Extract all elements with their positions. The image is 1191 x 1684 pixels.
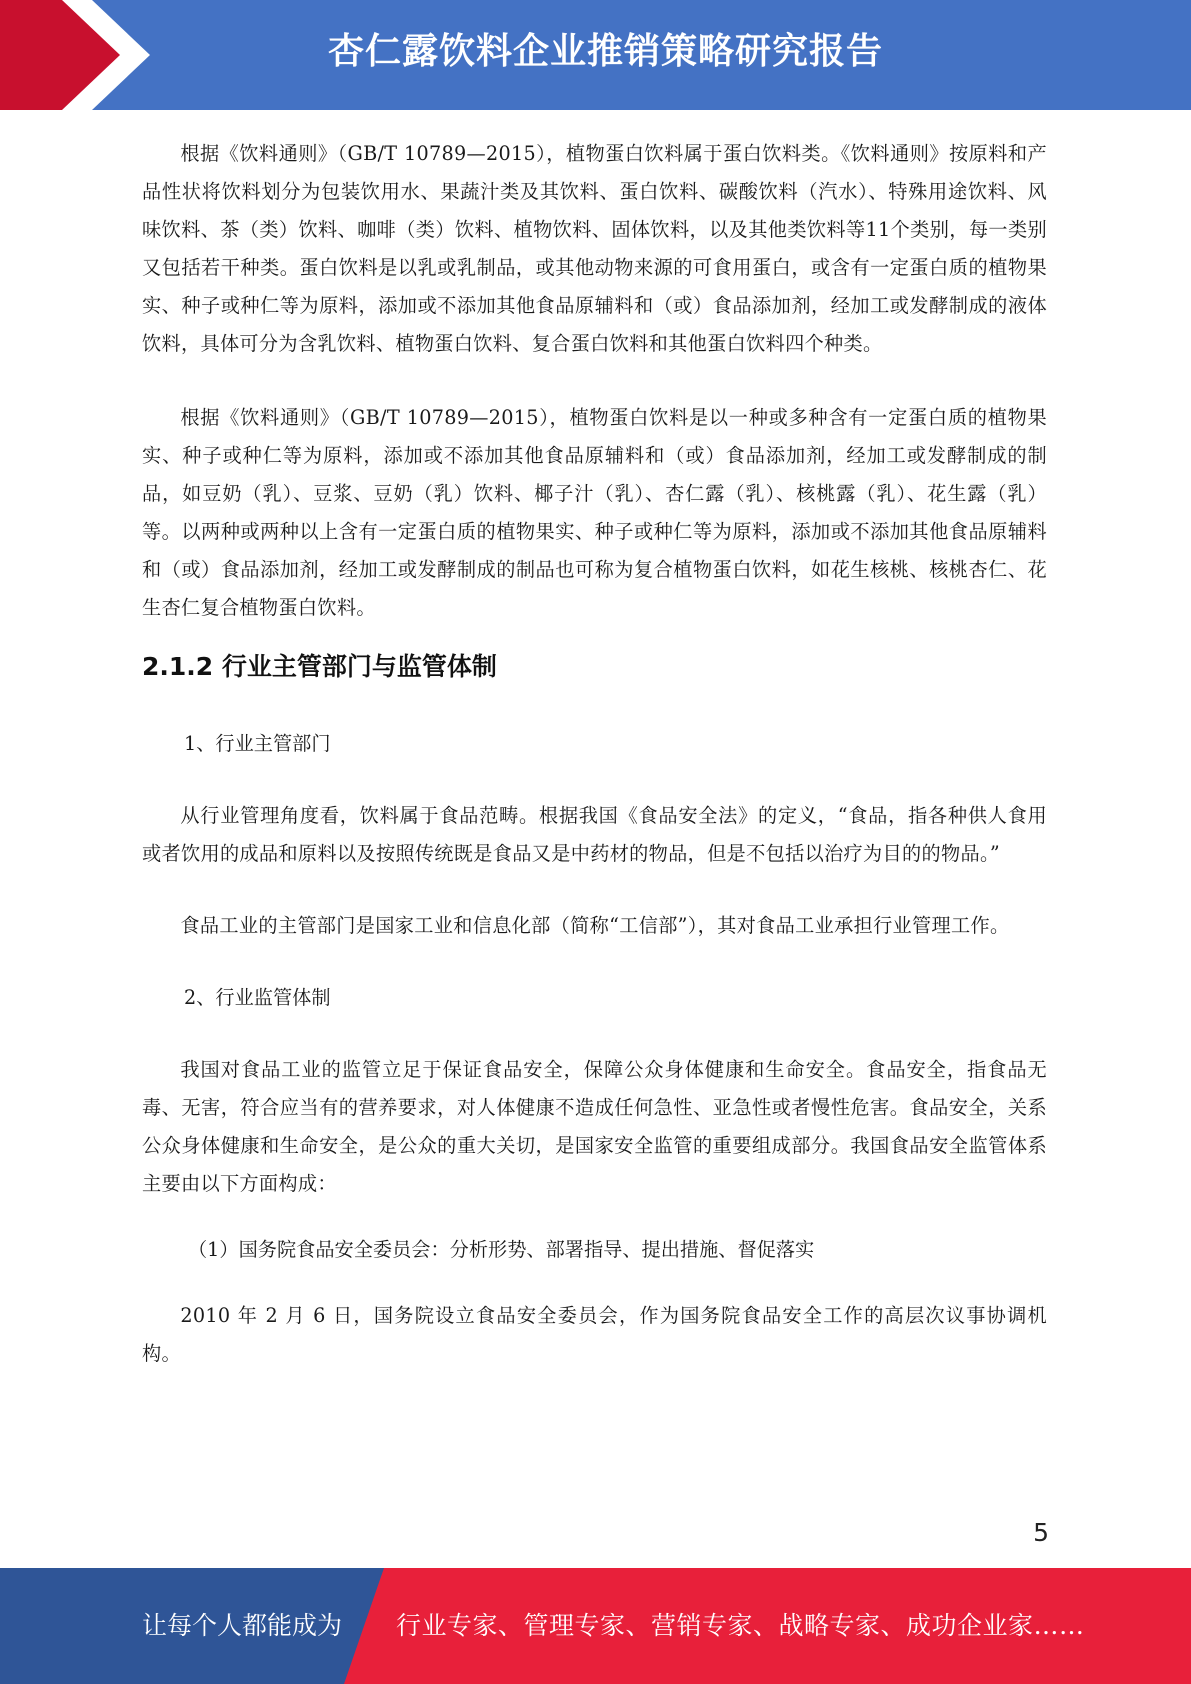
subsection-label: 1、行业主管部门 (184, 732, 331, 755)
paragraph: 根据《饮料通则》（GB/T 10789—2015），植物蛋白饮料是以一种或多种含有一定蛋白质的植物果实、种子或种仁等为原料，添加或不添加其他食品原辅料和（或）食品添加剂，经加工或发酵制成的制品，如豆奶（乳）、豆浆、豆奶（乳）饮料、椰子汁（乳）、杏仁露（乳）、核桃露（乳）、花生露（乳）等。以两种或两种以上含有一定蛋白质的植物果实、种子或种仁等为原料，添加或不添加其他食品原辅料和（或）食品添加剂，经加工或发酵制成的制品也可称为复合植物蛋白饮料，如花生核桃、核桃杏仁、花生杏仁复合植物蛋白饮料。 (142, 406, 1047, 619)
list-item: （1）国务院食品安全委员会：分析形势、部署指导、提出措施、督促落实 (188, 1238, 815, 1261)
paragraph: 我国对食品工业的监管立足于保证食品安全，保障公众身体健康和生命安全。食品安全，指食品无毒、无害，符合应当有的营养要求，对人体健康不造成任何急性、亚急性或者慢性危害。食品安全，关系公众身体健康和生命安全，是公众的重大关切，是国家安全监管的重要组成部分。我国食品安全监管体系主要由以下方面构成： (142, 1058, 1047, 1195)
page-body (142, 135, 1047, 1373)
footer-slogan-left: 让每个人都能成为 (142, 1611, 343, 1640)
footer-slogan-right: 行业专家、管理专家、营销专家、战略专家、成功企业家…… (396, 1611, 1085, 1640)
page-number: 5 (1033, 1518, 1049, 1547)
page-footer (0, 1568, 1191, 1684)
document-title: 杏仁露饮料企业推销策略研究报告 (327, 31, 883, 72)
paragraph: 根据《饮料通则》（GB/T 10789—2015），植物蛋白饮料属于蛋白饮料类。《饮料通则》按原料和产品性状将饮料划分为包装饮用水、果蔬汁类及其饮料、蛋白饮料、碳酸饮料（汽水）、特殊用途饮料、风味饮料、茶（类）饮料、咖啡（类）饮料、植物饮料、固体饮料，以及其他类饮料等11个类别，每一类别又包括若干种类。蛋白饮料是以乳或乳制品，或其他动物来源的可食用蛋白，或含有一定蛋白质的植物果实、种子或种仁等为原料，添加或不添加其他食品原辅料和（或）食品添加剂，经加工或发酵制成的液体饮料，具体可分为含乳饮料、植物蛋白饮料、复合蛋白饮料和其他蛋白饮料四个种类。 (142, 142, 1047, 355)
subsection-label: 2、行业监管体制 (184, 986, 331, 1009)
page-header (0, 0, 1191, 110)
paragraph: 从行业管理角度看，饮料属于食品范畴。根据我国《食品安全法》的定义，“食品，指各种供人食用或者饮用的成品和原料以及按照传统既是食品又是中药材的物品，但是不包括以治疗为目的的物品。” (142, 804, 1047, 865)
paragraph: 2010 年 2 月 6 日，国务院设立食品安全委员会，作为国务院食品安全工作的高层次议事协调机构。 (142, 1304, 1047, 1365)
paragraph: 食品工业的主管部门是国家工业和信息化部（简称“工信部”），其对食品工业承担行业管理工作。 (180, 914, 1010, 937)
section-heading: 2.1.2 行业主管部门与监管体制 (142, 652, 497, 681)
